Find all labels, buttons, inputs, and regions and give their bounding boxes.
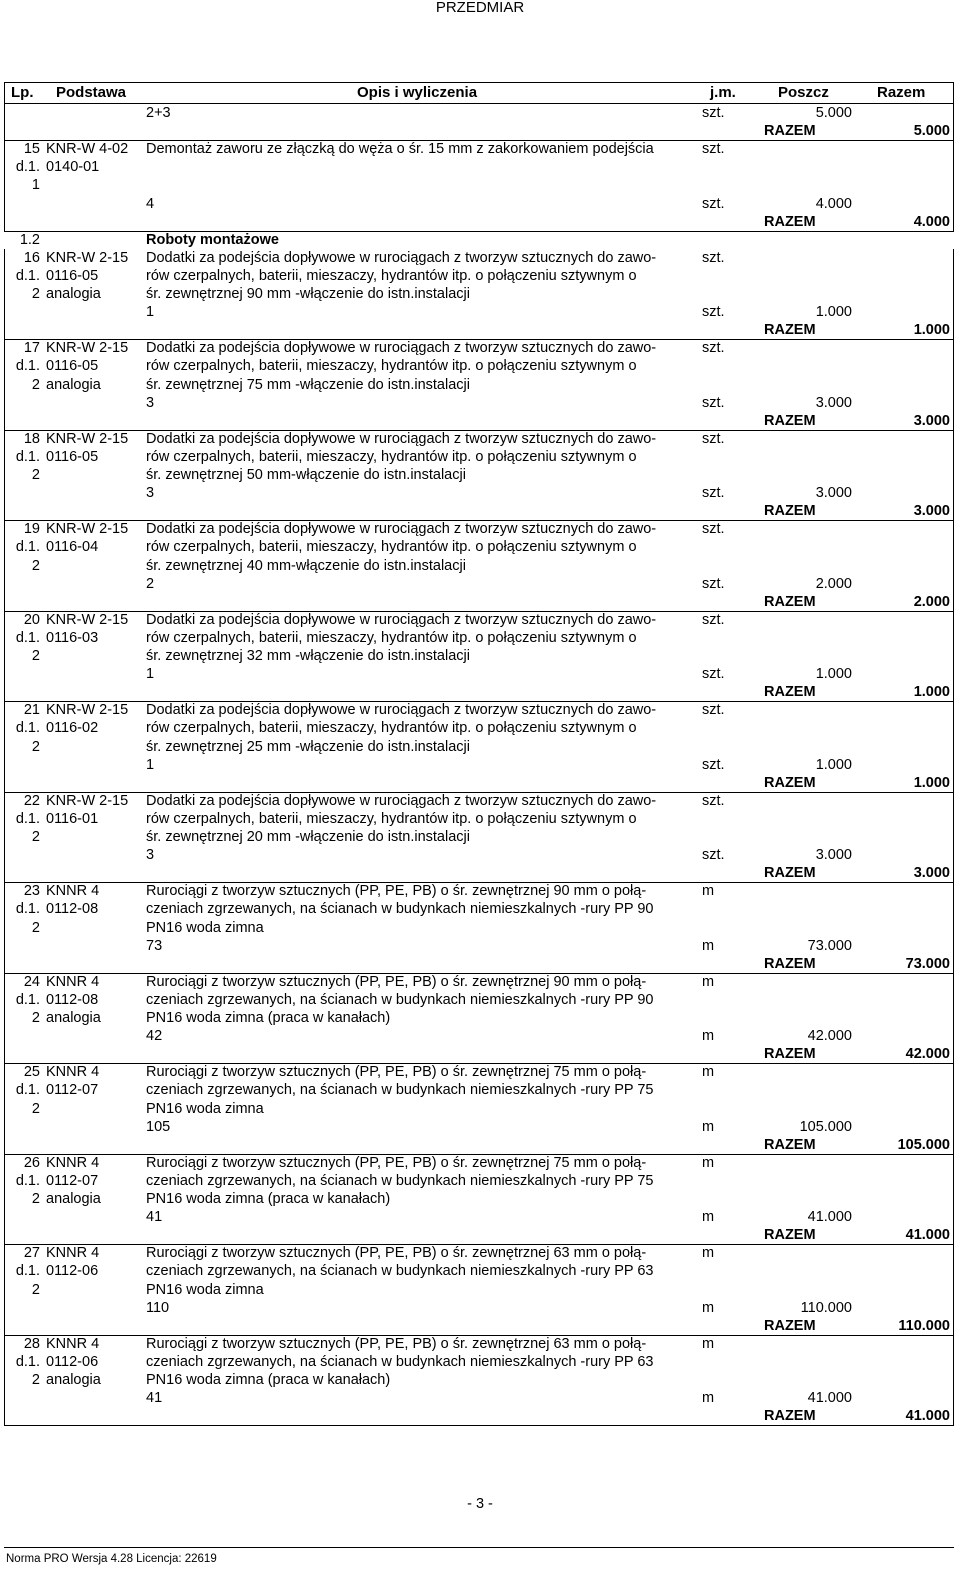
calc-value: 3.000 (815, 394, 852, 411)
calc-value: 5.000 (815, 105, 852, 121)
block-left-border (4, 430, 5, 521)
sum-value: 3.000 (913, 503, 950, 520)
calc-unit: m (702, 1118, 715, 1135)
calc-value: 1.000 (815, 666, 852, 683)
block-right-border (953, 249, 954, 340)
sum-label: RAZEM (764, 1317, 816, 1334)
calc-unit: szt. (702, 105, 725, 121)
item-base-code: KNR-W 2-15 (46, 702, 129, 719)
item-subsection: 2 (31, 1010, 40, 1026)
item-section: d.1. (15, 1353, 40, 1370)
sum-value: 41.000 (905, 1408, 950, 1425)
item-base-code: KNR-W 2-15 (46, 249, 129, 266)
calc-expression: 1 (146, 666, 155, 683)
item-description-line: rów czerpalnych, baterii, mieszaczy, hydrantów itp. o połączeniu sztywnym o (146, 448, 637, 465)
item-number: 27 (23, 1245, 40, 1262)
block-right-border (953, 104, 954, 140)
block-right-border (953, 339, 954, 430)
block-left-border (4, 520, 5, 611)
item-base-number: 0112-08 (46, 991, 99, 1008)
item-subsection: 2 (31, 1372, 40, 1388)
calc-unit: szt. (702, 485, 725, 502)
calc-expression: 3 (146, 394, 155, 411)
block-right-border (953, 882, 954, 973)
item-subsection: 2 (31, 1281, 40, 1298)
block-right-border (953, 1063, 954, 1154)
item-number: 20 (23, 611, 40, 628)
item-section: d.1. (15, 267, 40, 284)
item-description-line: Rurociągi z tworzyw sztucznych (PP, PE, PB) o śr. zewnętrznej 75 mm o połą- (146, 1154, 647, 1171)
item-section: d.1. (15, 448, 40, 465)
sum-label: RAZEM (764, 503, 816, 520)
item-number: 17 (23, 340, 40, 357)
calc-value: 41.000 (807, 1390, 852, 1407)
block-left-border (4, 140, 5, 231)
item-description-line: śr. zewnętrznej 25 mm -włączenie do istn.instalacji (146, 738, 470, 755)
item-base-note: analogia (46, 286, 101, 302)
item-description-line: czeniach zgrzewanych, na ścianach w budynkach niemieszkalnych -rury PP 63 (146, 1353, 654, 1370)
sum-label: RAZEM (764, 774, 816, 791)
item-subsection: 2 (31, 1191, 40, 1207)
item-base-code: KNR-W 2-15 (46, 521, 129, 538)
calc-value: 42.000 (807, 1028, 852, 1045)
item-description-line: czeniach zgrzewanych, na ścianach w budynkach niemieszkalnych -rury PP 90 (146, 901, 654, 918)
header-lp: Lp. (11, 84, 34, 101)
item-subsection: 2 (31, 557, 40, 574)
item-description-line: PN16 woda zimna (praca w kanałach) (146, 1372, 391, 1388)
calc-expression: 73 (146, 937, 163, 954)
item-section: d.1. (15, 1263, 40, 1280)
item-base-number: 0112-07 (46, 1172, 99, 1189)
item-description-line: czeniach zgrzewanych, na ścianach w budynkach niemieszkalnych -rury PP 75 (146, 1172, 654, 1189)
calc-unit: m (702, 1028, 715, 1045)
sum-label: RAZEM (764, 865, 816, 882)
sum-value: 4.000 (913, 213, 950, 230)
item-base-number: 0112-08 (46, 901, 99, 918)
calc-unit: szt. (702, 847, 725, 864)
item-base-note: analogia (46, 1372, 101, 1388)
block-right-border (953, 1335, 954, 1426)
sum-label: RAZEM (764, 123, 816, 140)
item-description-line: śr. zewnętrznej 50 mm-włączenie do istn.instalacji (146, 467, 466, 483)
item-description-line: rów czerpalnych, baterii, mieszaczy, hydrantów itp. o połączeniu sztywnym o (146, 267, 637, 284)
sum-label: RAZEM (764, 1408, 816, 1425)
block-left-border (4, 1154, 5, 1245)
software-footer: Norma PRO Wersja 4.28 Licencja: 22619 (6, 1553, 217, 1565)
calc-value: 73.000 (807, 937, 852, 954)
item-subsection: 2 (31, 919, 40, 936)
block-right-border (953, 520, 954, 611)
header-poszcz: Poszcz (778, 84, 829, 101)
item-unit: szt. (702, 702, 725, 719)
item-base-note: analogia (46, 376, 101, 393)
sum-label: RAZEM (764, 955, 816, 972)
item-description-line: PN16 woda zimna (146, 1100, 264, 1117)
item-base-code: KNNR 4 (46, 1335, 100, 1352)
item-unit: m (702, 1064, 715, 1081)
item-number: 19 (23, 521, 40, 538)
sum-label: RAZEM (764, 1046, 816, 1063)
header-opis: Opis i wyliczenia (357, 84, 478, 101)
item-description-line: Dodatki za podejścia dopływowe w rurociągach z tworzyw sztucznych do zawo- (146, 521, 657, 538)
item-section: d.1. (15, 1172, 40, 1189)
item-subsection: 2 (31, 648, 40, 664)
page-number: - 3 - (467, 1496, 493, 1512)
calc-expression: 41 (146, 1209, 163, 1226)
item-subsection: 2 (31, 738, 40, 755)
item-subsection: 2 (31, 286, 40, 302)
sum-value: 5.000 (913, 123, 950, 140)
sum-value: 105.000 (897, 1136, 950, 1153)
item-unit: m (702, 883, 715, 900)
item-subsection: 2 (31, 376, 40, 393)
item-base-number: 0116-05 (46, 358, 99, 375)
item-base-code: KNNR 4 (46, 1064, 100, 1081)
item-description-line: czeniach zgrzewanych, na ścianach w budynkach niemieszkalnych -rury PP 90 (146, 991, 654, 1008)
item-description-line: śr. zewnętrznej 32 mm -włączenie do istn.instalacji (146, 648, 470, 664)
item-description-line: rów czerpalnych, baterii, mieszaczy, hydrantów itp. o połączeniu sztywnym o (146, 810, 637, 827)
item-section: d.1. (15, 539, 40, 556)
block-left-border (4, 792, 5, 883)
block-left-border (4, 1335, 5, 1426)
sum-label: RAZEM (764, 213, 816, 230)
calc-value: 2.000 (815, 575, 852, 592)
item-description-line: rów czerpalnych, baterii, mieszaczy, hydrantów itp. o połączeniu sztywnym o (146, 629, 637, 646)
sum-label: RAZEM (764, 593, 816, 610)
sum-value: 1.000 (913, 322, 950, 339)
item-description-line: Dodatki za podejścia dopływowe w rurociągach z tworzyw sztucznych do zawo- (146, 611, 657, 628)
block-left-border (4, 882, 5, 973)
calc-value: 3.000 (815, 485, 852, 502)
item-description-line: Rurociągi z tworzyw sztucznych (PP, PE, PB) o śr. zewnętrznej 63 mm o połą- (146, 1245, 647, 1262)
item-unit: m (702, 1245, 715, 1262)
item-base-note: analogia (46, 1010, 101, 1026)
calc-expression: 110 (146, 1299, 170, 1316)
item-description-line: Dodatki za podejścia dopływowe w rurociągach z tworzyw sztucznych do zawo- (146, 340, 657, 357)
sum-value: 42.000 (905, 1046, 950, 1063)
item-base-code: KNNR 4 (46, 1154, 100, 1171)
header-jm: j.m. (710, 84, 736, 101)
item-base-code: KNR-W 2-15 (46, 611, 129, 628)
item-unit: szt. (702, 792, 725, 809)
calc-value: 110.000 (800, 1299, 852, 1316)
item-description-line: rów czerpalnych, baterii, mieszaczy, hydrantów itp. o połączeniu sztywnym o (146, 358, 637, 375)
item-base-number: 0140-01 (46, 159, 100, 176)
item-base-number: 0112-07 (46, 1082, 99, 1099)
item-unit: szt. (702, 340, 725, 357)
item-number: 24 (23, 973, 40, 990)
item-unit: szt. (702, 430, 725, 447)
block-right-border (953, 792, 954, 883)
item-description-line: PN16 woda zimna (praca w kanałach) (146, 1191, 391, 1207)
sum-label: RAZEM (764, 322, 816, 339)
calc-value: 4.000 (815, 195, 852, 212)
block-right-border (953, 973, 954, 1064)
item-section: d.1. (15, 1082, 40, 1099)
calc-unit: szt. (702, 666, 725, 683)
sum-label: RAZEM (764, 1136, 816, 1153)
item-number: 16 (23, 249, 40, 266)
item-number: 21 (23, 702, 40, 719)
item-subsection: 2 (31, 467, 40, 483)
item-section: d.1. (15, 720, 40, 737)
item-base-code: KNR-W 2-15 (46, 792, 129, 809)
sum-value: 41.000 (905, 1227, 950, 1244)
calc-expression: 1 (146, 756, 155, 773)
item-unit: szt. (702, 141, 725, 158)
item-base-number: 0112-06 (46, 1263, 99, 1280)
calc-unit: m (702, 1209, 715, 1226)
item-description-line: PN16 woda zimna (146, 919, 264, 936)
calc-unit: szt. (702, 304, 725, 321)
calc-value: 1.000 (815, 304, 852, 321)
calc-expression: 2 (146, 575, 155, 592)
item-description-line: czeniach zgrzewanych, na ścianach w budynkach niemieszkalnych -rury PP 63 (146, 1263, 654, 1280)
block-left-border (4, 611, 5, 702)
sum-value: 73.000 (905, 955, 950, 972)
calc-expression: 3 (146, 847, 155, 864)
item-base-number: 0116-04 (46, 539, 99, 556)
block-right-border (953, 140, 954, 231)
block-left-border (4, 1063, 5, 1154)
block-right-border (953, 1154, 954, 1245)
item-description-line: Dodatki za podejścia dopływowe w rurociągach z tworzyw sztucznych do zawo- (146, 792, 657, 809)
item-unit: m (702, 973, 715, 990)
item-description-line: Rurociągi z tworzyw sztucznych (PP, PE, PB) o śr. zewnętrznej 75 mm o połą- (146, 1064, 647, 1081)
item-description-line: Dodatki za podejścia dopływowe w rurociągach z tworzyw sztucznych do zawo- (146, 430, 657, 447)
calc-expression: 2+3 (146, 105, 171, 121)
calc-expression: 41 (146, 1390, 163, 1407)
item-subsection: 2 (31, 1100, 40, 1117)
calc-expression: 42 (146, 1028, 163, 1045)
item-number: 23 (23, 883, 40, 900)
item-base-code: KNR-W 4-02 (46, 141, 129, 158)
item-section: d.1. (15, 810, 40, 827)
calc-expression: 4 (146, 195, 155, 212)
calc-unit: szt. (702, 575, 725, 592)
item-section: d.1. (15, 901, 40, 918)
item-unit: szt. (702, 611, 725, 628)
item-base-number: 0116-03 (46, 629, 99, 646)
block-left-border (4, 104, 5, 140)
item-section: d.1. (15, 629, 40, 646)
item-base-number: 0116-05 (46, 267, 99, 284)
calc-value: 3.000 (815, 847, 852, 864)
item-description-line: Rurociągi z tworzyw sztucznych (PP, PE, PB) o śr. zewnętrznej 90 mm o połą- (146, 883, 647, 900)
calc-unit: m (702, 1299, 715, 1316)
item-unit: m (702, 1154, 715, 1171)
block-left-border (4, 1244, 5, 1335)
calc-expression: 1 (146, 304, 155, 321)
item-unit: szt. (702, 249, 725, 266)
section-title: Roboty montażowe (146, 231, 279, 248)
document-title: PRZEDMIAR (435, 0, 525, 16)
footer-divider (4, 1547, 954, 1548)
item-number: 22 (23, 792, 40, 809)
calc-unit: m (702, 1390, 715, 1407)
sum-value: 2.000 (913, 593, 950, 610)
sum-value: 3.000 (913, 865, 950, 882)
item-description-line: śr. zewnętrznej 75 mm -włączenie do istn.instalacji (146, 376, 470, 393)
row-divider (4, 1425, 954, 1426)
item-description-line: Rurociągi z tworzyw sztucznych (PP, PE, PB) o śr. zewnętrznej 63 mm o połą- (146, 1335, 647, 1352)
sum-value: 110.000 (898, 1317, 950, 1334)
item-description-line: śr. zewnętrznej 20 mm -włączenie do istn.instalacji (146, 829, 470, 845)
calc-unit: szt. (702, 195, 725, 212)
item-base-number: 0116-01 (46, 810, 99, 827)
calc-expression: 3 (146, 485, 155, 502)
item-description-line: śr. zewnętrznej 40 mm-włączenie do istn.instalacji (146, 557, 466, 574)
item-description-line: czeniach zgrzewanych, na ścianach w budynkach niemieszkalnych -rury PP 75 (146, 1082, 654, 1099)
item-number: 18 (23, 430, 40, 447)
calc-value: 41.000 (807, 1209, 852, 1226)
item-base-note: analogia (46, 1191, 101, 1207)
header-razem: Razem (877, 84, 926, 101)
item-description-line: rów czerpalnych, baterii, mieszaczy, hydrantów itp. o połączeniu sztywnym o (146, 720, 637, 737)
block-right-border (953, 1244, 954, 1335)
sum-label: RAZEM (764, 412, 816, 429)
item-subsection: 1 (31, 177, 40, 194)
item-base-code: KNNR 4 (46, 973, 100, 990)
calc-value: 105.000 (799, 1118, 852, 1135)
calc-expression: 105 (146, 1118, 171, 1135)
item-number: 25 (23, 1064, 40, 1081)
item-number: 28 (23, 1335, 40, 1352)
item-base-code: KNR-W 2-15 (46, 430, 129, 447)
block-right-border (953, 611, 954, 702)
item-description-line: Dodatki za podejścia dopływowe w rurociągach z tworzyw sztucznych do zawo- (146, 702, 657, 719)
item-unit: m (702, 1335, 715, 1352)
item-unit: szt. (702, 521, 725, 538)
item-base-number: 0116-05 (46, 448, 99, 465)
item-section: d.1. (15, 159, 40, 176)
item-description-line: Rurociągi z tworzyw sztucznych (PP, PE, PB) o śr. zewnętrznej 90 mm o połą- (146, 973, 647, 990)
item-base-code: KNNR 4 (46, 883, 100, 900)
block-right-border (953, 430, 954, 521)
item-section: d.1. (15, 358, 40, 375)
item-description-line: rów czerpalnych, baterii, mieszaczy, hydrantów itp. o połączeniu sztywnym o (146, 539, 637, 556)
sum-value: 1.000 (913, 684, 950, 701)
block-right-border (953, 701, 954, 792)
block-left-border (4, 249, 5, 340)
block-left-border (4, 701, 5, 792)
block-left-border (4, 973, 5, 1064)
section-number: 1.2 (19, 231, 40, 248)
sum-value: 3.000 (913, 412, 950, 429)
item-description-line: Demontaż zaworu ze złączką do węża o śr. 15 mm z zakorkowaniem podejścia (146, 141, 654, 158)
item-base-code: KNR-W 2-15 (46, 340, 129, 357)
item-number: 15 (23, 141, 40, 158)
item-base-number: 0116-02 (46, 720, 99, 737)
item-description-line: Dodatki za podejścia dopływowe w rurociągach z tworzyw sztucznych do zawo- (146, 249, 657, 266)
calc-value: 1.000 (815, 756, 852, 773)
calc-unit: szt. (702, 756, 725, 773)
item-subsection: 2 (31, 829, 40, 845)
sum-label: RAZEM (764, 1227, 816, 1244)
header-podstawa: Podstawa (56, 84, 127, 101)
item-number: 26 (23, 1154, 40, 1171)
item-description-line: PN16 woda zimna (praca w kanałach) (146, 1010, 391, 1026)
item-description-line: śr. zewnętrznej 90 mm -włączenie do istn.instalacji (146, 286, 470, 302)
item-base-number: 0112-06 (46, 1353, 99, 1370)
item-section: d.1. (15, 991, 40, 1008)
item-base-code: KNNR 4 (46, 1245, 100, 1262)
calc-unit: szt. (702, 394, 725, 411)
calc-unit: m (702, 937, 715, 954)
sum-label: RAZEM (764, 684, 816, 701)
sum-value: 1.000 (913, 774, 950, 791)
item-description-line: PN16 woda zimna (146, 1281, 264, 1298)
block-left-border (4, 339, 5, 430)
